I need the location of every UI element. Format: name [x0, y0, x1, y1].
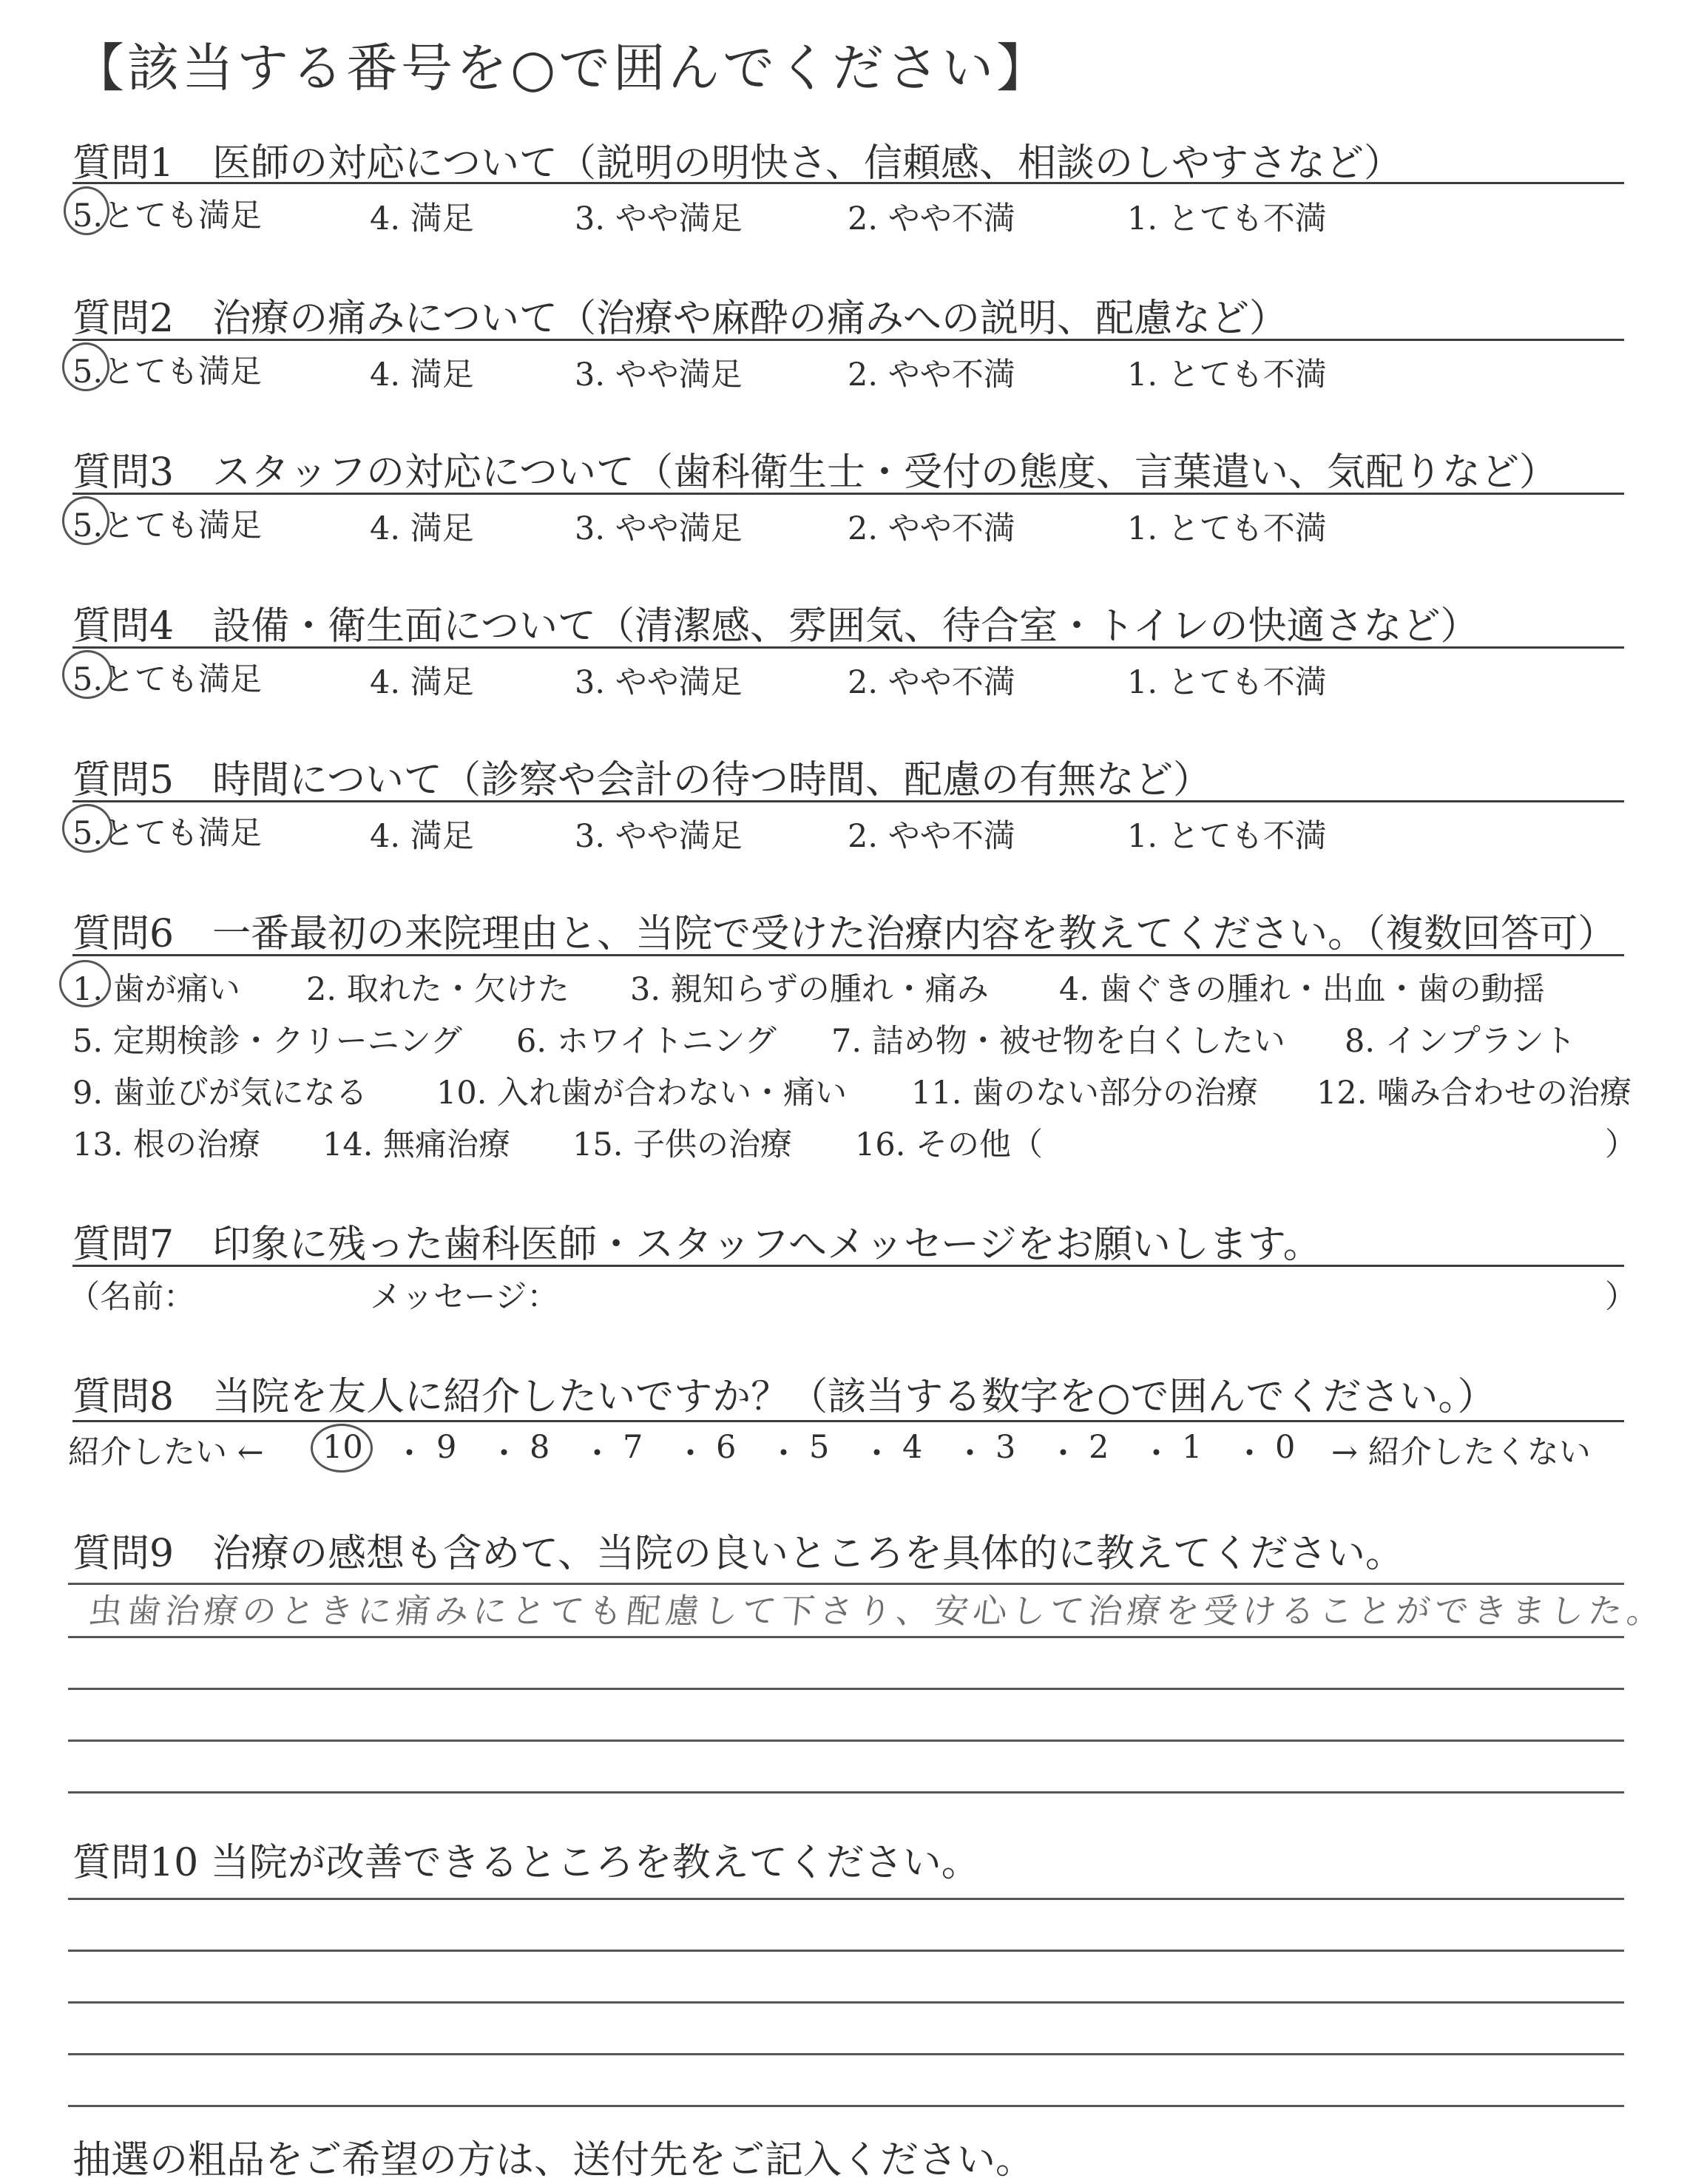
q8-sep: ・	[954, 1436, 986, 1473]
q10-answer-line	[68, 2001, 1624, 2004]
q7-close-paren: ）	[1605, 1279, 1637, 1316]
q6-option-2[interactable]: 2. 取れた・欠けた	[306, 971, 569, 1008]
footer-note: 抽選の粗品をご希望の方は、送付先をご記入ください。	[72, 2138, 1035, 2183]
q3-option-2[interactable]: 2. やや不満	[848, 510, 1015, 547]
q8-scale-7[interactable]: 7	[623, 1429, 643, 1466]
q8-scale-3[interactable]: 3	[995, 1429, 1016, 1466]
q8-scale-9[interactable]: 9	[436, 1429, 457, 1466]
q8-rule	[72, 1420, 1624, 1422]
q6-other-close-paren: ）	[1605, 1126, 1637, 1163]
q5-rule	[72, 800, 1624, 802]
q6-option-12[interactable]: 12. 噛み合わせの治療	[1316, 1075, 1632, 1112]
q2-option-5[interactable]: 5.とても満足	[72, 354, 263, 391]
q8-sep: ・	[861, 1436, 893, 1473]
q8-scale-0[interactable]: 0	[1275, 1429, 1296, 1466]
q8-scale-5[interactable]: 5	[809, 1429, 830, 1466]
q6-option-7[interactable]: 7. 詰め物・被せ物を白くしたい	[831, 1023, 1285, 1060]
q1-option-1[interactable]: 1. とても不満	[1127, 200, 1327, 237]
q9-answer-line	[68, 1636, 1624, 1638]
q5-option-4[interactable]: 4. 満足	[370, 818, 474, 855]
q8-sep: ・	[488, 1436, 520, 1473]
q8-left-label: 紹介したい ←	[68, 1434, 264, 1471]
q5-option-1[interactable]: 1. とても不満	[1127, 818, 1327, 855]
q1-option-2[interactable]: 2. やや不満	[848, 200, 1015, 237]
q8-scale-1[interactable]: 1	[1182, 1429, 1203, 1466]
q3-title: 質問3 スタッフの対応について（歯科衛生士・受付の態度、言葉遣い、気配りなど）	[72, 450, 1558, 495]
q6-option-5[interactable]: 5. 定期検診・クリーニング	[72, 1023, 462, 1060]
q6-option-13[interactable]: 13. 根の治療	[72, 1126, 261, 1163]
q1-option-5[interactable]: 5.とても満足	[72, 197, 263, 234]
q2-option-4[interactable]: 4. 満足	[370, 356, 474, 393]
q5-option-3[interactable]: 3. やや満足	[575, 818, 743, 855]
q6-option-15[interactable]: 15. 子供の治療	[572, 1126, 793, 1163]
q5-title: 質問5 時間について（診察や会計の待つ時間、配慮の有無など）	[72, 758, 1212, 802]
q2-option-3[interactable]: 3. やや満足	[575, 356, 743, 393]
q6-option-11[interactable]: 11. 歯のない部分の治療	[911, 1075, 1259, 1112]
q8-sep: ・	[581, 1436, 613, 1473]
q1-rule	[72, 182, 1624, 184]
q2-title: 質問2 治療の痛みについて（治療や麻酔の痛みへの説明、配慮など）	[72, 297, 1288, 341]
q6-option-16[interactable]: 16. その他（	[855, 1126, 1044, 1163]
q3-option-3[interactable]: 3. やや満足	[575, 510, 743, 547]
q8-right-label: → 紹介したくない	[1331, 1434, 1591, 1471]
q5-option-2[interactable]: 2. やや不満	[848, 818, 1015, 855]
q8-title: 質問8 当院を友人に紹介したいですか？（該当する数字を○で囲んでください。）	[72, 1375, 1496, 1419]
q7-message-label: メッセージ：	[370, 1279, 559, 1316]
q10-answer-line	[68, 1950, 1624, 1952]
q8-sep: ・	[393, 1436, 425, 1473]
q9-title: 質問9 治療の感想も含めて、当院の良いところを具体的に教えてください。	[72, 1532, 1404, 1576]
q4-rule	[72, 646, 1624, 649]
q6-option-4[interactable]: 4. 歯ぐきの腫れ・出血・歯の動揺	[1059, 971, 1545, 1008]
q2-option-1[interactable]: 1. とても不満	[1127, 356, 1327, 393]
q6-option-8[interactable]: 8. インプラント	[1345, 1023, 1576, 1060]
q8-sep: ・	[1234, 1436, 1265, 1473]
q3-option-5[interactable]: 5.とても満足	[72, 507, 263, 544]
q4-option-4[interactable]: 4. 満足	[370, 664, 474, 701]
q10-answer-line	[68, 2053, 1624, 2055]
q4-option-1[interactable]: 1. とても不満	[1127, 664, 1327, 701]
q4-option-5[interactable]: 5.とても満足	[72, 661, 263, 698]
q8-scale-2[interactable]: 2	[1089, 1429, 1109, 1466]
q6-rule	[72, 954, 1624, 956]
q10-title: 質問10 当院が改善できるところを教えてください。	[72, 1841, 980, 1885]
q8-scale-8[interactable]: 8	[530, 1429, 550, 1466]
q8-scale-6[interactable]: 6	[716, 1429, 737, 1466]
q2-option-2[interactable]: 2. やや不満	[848, 356, 1015, 393]
q4-option-2[interactable]: 2. やや不満	[848, 664, 1015, 701]
q6-option-3[interactable]: 3. 親知らずの腫れ・痛み	[630, 971, 989, 1008]
q1-option-4[interactable]: 4. 満足	[370, 200, 474, 237]
q5-option-5[interactable]: 5.とても満足	[72, 815, 263, 852]
q6-option-14[interactable]: 14. 無痛治療	[322, 1126, 511, 1163]
q9-answer-line	[68, 1791, 1624, 1793]
q3-option-1[interactable]: 1. とても不満	[1127, 510, 1327, 547]
q7-title: 質問7 印象に残った歯科医師・スタッフへメッセージをお願いします。	[72, 1223, 1322, 1267]
q6-option-10[interactable]: 10. 入れ歯が合わない・痛い	[436, 1075, 848, 1112]
q8-sep: ・	[1047, 1436, 1079, 1473]
q1-option-3[interactable]: 3. やや満足	[575, 200, 743, 237]
q2-rule	[72, 339, 1624, 341]
q7-rule	[72, 1265, 1624, 1267]
q8-sep: ・	[674, 1436, 706, 1473]
q9-answer-line	[68, 1740, 1624, 1742]
q8-sep: ・	[768, 1436, 799, 1473]
q1-title: 質問1 医師の対応について（説明の明快さ、信頼感、相談のしやすさなど）	[72, 141, 1402, 186]
q9-handwritten-answer: 虫歯治療のときに痛みにとても配慮して下さり、安心して治療を受けることができました。	[86, 1591, 1668, 1631]
q3-option-4[interactable]: 4. 満足	[370, 510, 474, 547]
q8-sep: ・	[1140, 1436, 1172, 1473]
q6-option-9[interactable]: 9. 歯並びが気になる	[72, 1075, 368, 1112]
page-title: 【該当する番号を○で囲んでください】	[72, 38, 1052, 98]
q8-scale-4[interactable]: 4	[902, 1429, 923, 1466]
q4-option-3[interactable]: 3. やや満足	[575, 664, 743, 701]
q4-title: 質問4 設備・衛生面について（清潔感、雰囲気、待合室・トイレの快適さなど）	[72, 604, 1479, 649]
q10-answer-line	[68, 2105, 1624, 2107]
q3-rule	[72, 493, 1624, 495]
q6-option-6[interactable]: 6. ホワイトニング	[516, 1023, 777, 1060]
q6-option-1[interactable]: 1. 歯が痛い	[72, 971, 240, 1008]
q8-scale-10[interactable]: 10	[322, 1429, 363, 1466]
q7-name-label: （名前：	[68, 1279, 195, 1316]
q10-answer-line	[68, 1898, 1624, 1900]
q6-title: 質問6 一番最初の来院理由と、当院で受けた治療内容を教えてください。（複数回答可）	[72, 912, 1617, 956]
q9-answer-line	[68, 1688, 1624, 1690]
